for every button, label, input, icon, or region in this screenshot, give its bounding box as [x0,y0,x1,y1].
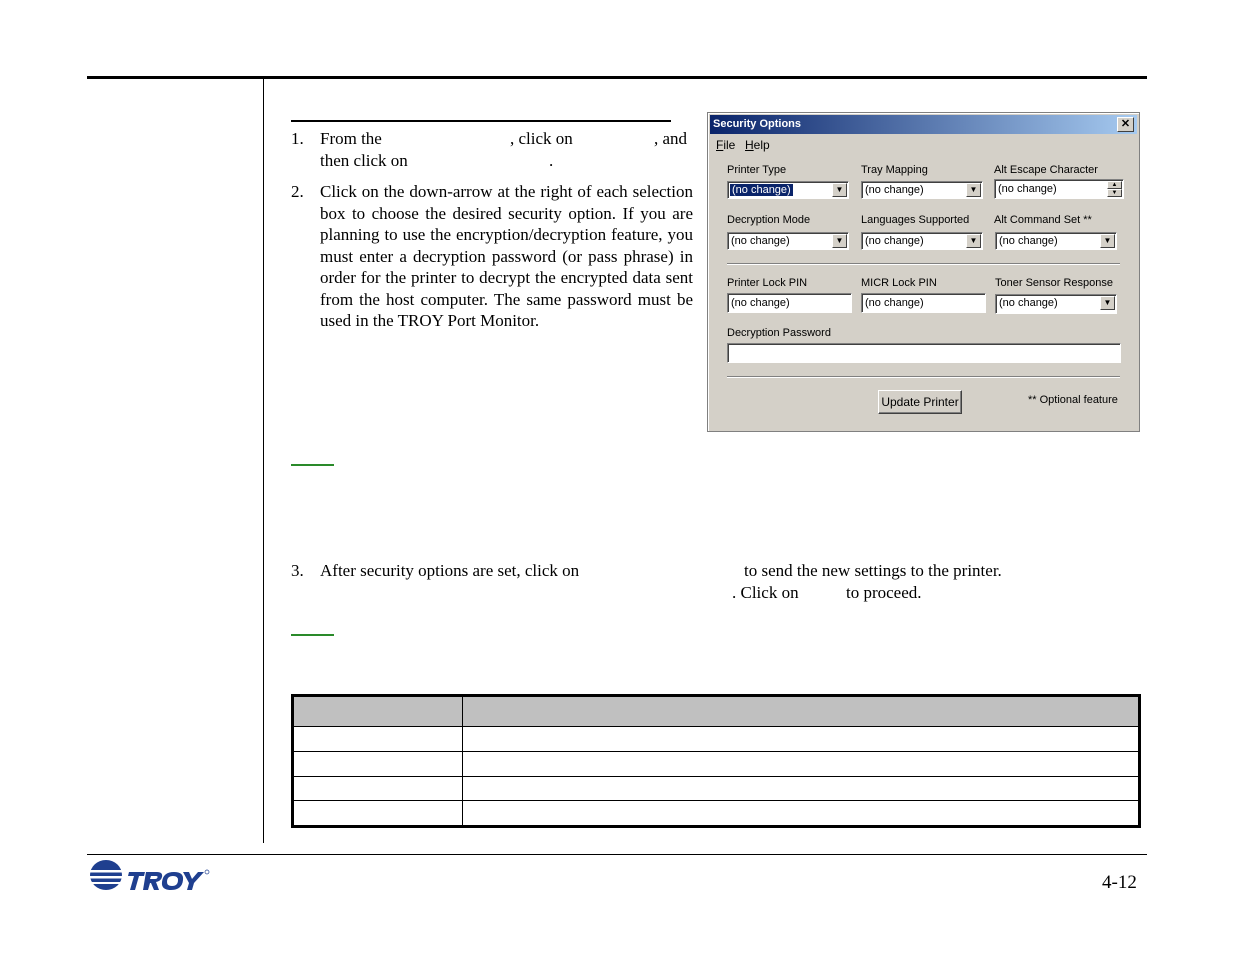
menu-file[interactable]: File [716,138,736,152]
step-number: 2. [291,182,304,201]
printer-type-select[interactable]: (no change) ▼ [727,181,849,199]
troy-logo-icon [89,858,214,894]
dialog-title-bar [710,115,1137,134]
table-row [294,801,1139,826]
decryption-password-input[interactable] [727,343,1121,363]
update-printer-button[interactable]: Update Printer [878,390,962,414]
toner-sensor-select[interactable]: (no change) ▼ [995,294,1117,314]
step-3: 3. After security options are set, click on to send the new settings to the printer. . Click on to proceed. [291,561,1002,602]
chevron-down-icon[interactable]: ▼ [1100,296,1115,310]
alt-command-set-select[interactable]: (no change) ▼ [995,232,1117,250]
chevron-down-icon[interactable]: ▼ [832,183,847,197]
chevron-down-icon[interactable]: ▼ [966,234,981,248]
tray-mapping-select[interactable]: (no change) ▼ [861,181,983,199]
dialog-title: Security Options [713,118,802,130]
options-table [291,694,1141,828]
chevron-down-icon[interactable]: ▼ [832,234,847,248]
optional-feature-note: ** Optional feature [1028,394,1118,406]
decryption-mode-label: Decryption Mode [727,214,811,226]
page-number: 4-12 [1102,872,1137,893]
alt-command-set-label: Alt Command Set ** [994,214,1092,226]
section-heading-rule [291,120,671,122]
separator [727,376,1120,378]
step-number: 3. [291,561,304,580]
alt-escape-spinner[interactable]: (no change) ▲ ▼ [994,179,1124,199]
security-options-dialog [707,112,1140,432]
table-header-row [294,697,1139,727]
decryption-password-label: Decryption Password [727,327,831,339]
printer-lock-pin-label: Printer Lock PIN [727,277,808,289]
footer-rule [87,854,1147,855]
tray-mapping-label: Tray Mapping [861,164,928,176]
step-number: 1. [291,129,304,148]
spin-down-icon[interactable]: ▼ [1107,189,1122,197]
step-2 [291,181,693,356]
margin-rule [263,79,264,843]
close-icon[interactable]: ✕ [1117,117,1134,132]
note-marker [291,464,334,466]
table-row [294,727,1139,752]
languages-supported-select[interactable]: (no change) ▼ [861,232,983,250]
micr-lock-pin-input[interactable]: (no change) [861,293,986,313]
toner-sensor-label: Toner Sensor Response [995,277,1114,289]
top-rule [87,76,1147,79]
step-text: Click on the down-arrow at the right of each selection box to choose the desired security option. If you are planning to use the encryption/decryption feature, you must enter a decryption password (or pass phrase) in order for the printer to decrypt the encrypted data sent from the host computer. The same password must be used in the TROY Port Monitor. [320,182,693,330]
printer-lock-pin-input[interactable]: (no change) [727,293,852,313]
note-marker [291,634,334,636]
chevron-down-icon[interactable]: ▼ [966,183,981,197]
table-row [294,751,1139,776]
spin-up-icon[interactable]: ▲ [1107,181,1122,189]
micr-lock-pin-label: MICR Lock PIN [861,277,937,289]
chevron-down-icon[interactable]: ▼ [1100,234,1115,248]
printer-type-label: Printer Type [727,164,787,176]
spinner-buttons[interactable] [1107,181,1122,197]
menu-help[interactable]: Help [745,138,770,152]
troy-logo [89,858,214,894]
separator [727,263,1120,265]
table-row [294,776,1139,801]
step-1: 1. From the , click on , and then click on . [291,129,688,170]
alt-escape-label: Alt Escape Character [994,164,1098,176]
languages-supported-label: Languages Supported [861,214,970,226]
decryption-mode-select[interactable]: (no change) ▼ [727,232,849,250]
